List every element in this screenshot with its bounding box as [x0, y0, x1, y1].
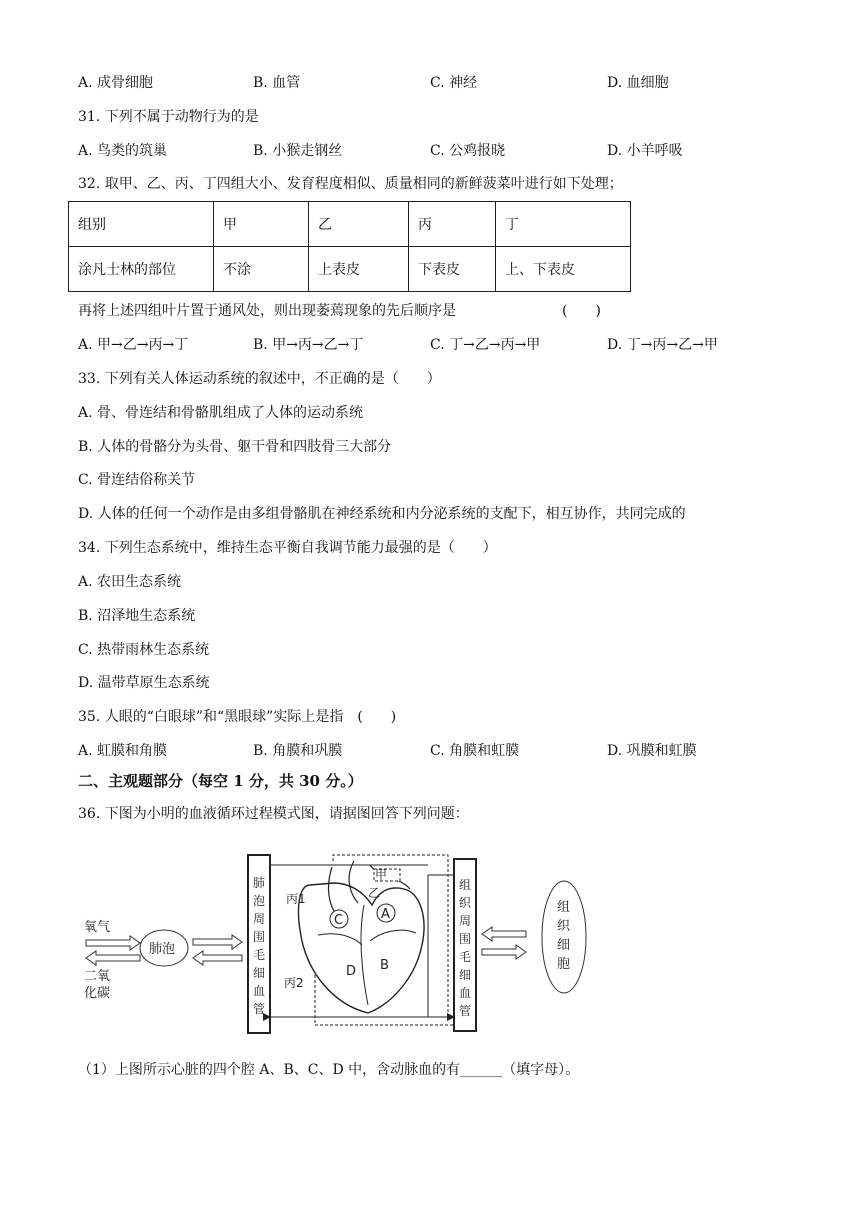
table-cell: 丙 — [409, 202, 496, 247]
table-cell: 涂凡士林的部位 — [69, 247, 214, 292]
table-row — [69, 202, 631, 247]
question-36-stem: 36. 下图为小明的血液循环过程模式图，请据图回答下列问题： — [78, 806, 469, 822]
q30-options — [78, 73, 778, 93]
label-bing1: 丙1 — [286, 892, 306, 906]
question-36-sub1: （1）上图所示心脏的四个腔 A、B、C、D 中，含动脉血的有______（填字母）。 — [78, 1062, 580, 1078]
tissue-cell — [542, 881, 586, 993]
question-35-stem: 35. 人眼的“白眼球”和“黑眼球”实际上是指 ( ) — [78, 709, 397, 725]
co2-label-line1: 二氧 — [84, 969, 111, 984]
label-char: 血 — [253, 984, 266, 998]
label-char: 泡 — [253, 894, 266, 908]
label-char: 周 — [459, 914, 472, 928]
option-a: A. 甲→乙→丙→丁 — [78, 337, 189, 353]
option-d: D. 温带草原生态系统 — [78, 675, 210, 691]
label-char: 毛 — [459, 950, 472, 964]
option-c: C. 公鸡报晓 — [430, 143, 506, 159]
heart — [298, 861, 424, 1013]
chamber-d: D — [346, 964, 357, 979]
question-34-stem: 34. 下列生态系统中，维持生态平衡自我调节能力最强的是（ ） — [78, 540, 497, 556]
option-a: A. 农田生态系统 — [78, 574, 182, 590]
question-33-stem: 33. 下列有关人体运动系统的叙述中，不正确的是（ ） — [78, 371, 441, 387]
label-char: 组 — [557, 900, 571, 915]
label-char: 周 — [253, 912, 266, 926]
option-d: D. 血细胞 — [607, 75, 669, 91]
label-char: 细 — [253, 966, 266, 980]
section-heading: 二、主观题部分（每空 1 分，共 30 分。） — [78, 772, 363, 790]
option-d: D. 人体的任何一个动作是由多组骨骼肌在神经系统和内分泌系统的支配下，相互协作，共同完成的 — [78, 506, 686, 522]
option-c: C. 骨连结俗称关节 — [78, 472, 196, 488]
label-char: 肺 — [253, 876, 266, 890]
label-char: 细 — [557, 938, 571, 953]
q32-options — [78, 335, 778, 355]
label-char: 织 — [557, 919, 571, 934]
table-cell: 下表皮 — [409, 247, 496, 292]
q31-options — [78, 141, 778, 161]
option-b: B. 甲→丙→乙→丁 — [253, 337, 364, 353]
question-31-stem: 31. 下列不属于动物行为的是 — [78, 109, 259, 125]
answer-paren: ( ) — [562, 303, 601, 319]
label-char: 围 — [459, 932, 472, 946]
label-char: 血 — [459, 986, 472, 1000]
option-d: D. 巩膜和虹膜 — [607, 743, 697, 759]
label-char: 组 — [459, 878, 472, 892]
label-char: 围 — [253, 930, 266, 944]
q35-options — [78, 741, 778, 761]
double-arrow — [482, 945, 526, 959]
q32-table — [68, 201, 631, 292]
co2-label-line2: 化碳 — [84, 986, 111, 1001]
double-arrow — [482, 927, 526, 941]
co2-arrow — [86, 951, 140, 965]
chamber-b: B — [380, 958, 389, 973]
label-char: 细 — [459, 968, 472, 982]
option-a: A. 骨、骨连结和骨骼肌组成了人体的运动系统 — [78, 405, 364, 421]
label-char: 毛 — [253, 948, 266, 962]
question-32-stem: 32. 取甲、乙、丙、丁四组大小、发育程度相似、质量相同的新鲜菠菜叶进行如下处理； — [78, 176, 623, 192]
option-d: D. 小羊呼吸 — [607, 143, 683, 159]
table-cell: 上、下表皮 — [496, 247, 631, 292]
option-c: C. 角膜和虹膜 — [430, 743, 520, 759]
double-arrow — [193, 951, 242, 965]
option-a: A. 虹膜和角膜 — [78, 743, 168, 759]
option-b: B. 人体的骨骼分为头骨、躯干骨和四肢骨三大部分 — [78, 439, 392, 455]
chamber-c: C — [334, 913, 344, 928]
oxygen-label: 氧气 — [84, 920, 111, 935]
option-c: C. 神经 — [430, 75, 478, 91]
table-cell: 不涂 — [214, 247, 309, 292]
label-yi: 乙 — [368, 886, 381, 900]
option-b: B. 小猴走钢丝 — [253, 143, 343, 159]
blood-circulation-diagram — [78, 845, 638, 1045]
label-char: 管 — [459, 1004, 472, 1018]
option-d: D. 丁→丙→乙→甲 — [607, 337, 718, 353]
chamber-a: A — [381, 907, 390, 922]
table-cell: 组别 — [69, 202, 214, 247]
option-a: A. 成骨细胞 — [78, 75, 154, 91]
option-b: B. 血管 — [253, 75, 301, 91]
table-cell: 乙 — [309, 202, 409, 247]
option-b: B. 角膜和巩膜 — [253, 743, 343, 759]
table-cell: 丁 — [496, 202, 631, 247]
option-b: B. 沼泽地生态系统 — [78, 608, 196, 624]
question-32-followup: 再将上述四组叶片置于通风处，则出现萎蔫现象的先后顺序是 — [78, 303, 456, 319]
double-arrow — [193, 935, 242, 949]
label-bing2: 丙2 — [284, 976, 304, 990]
oxygen-arrow — [86, 936, 140, 950]
option-a: A. 鸟类的筑巢 — [78, 143, 168, 159]
table-cell: 上表皮 — [309, 247, 409, 292]
option-c: C. 丁→乙→丙→甲 — [430, 337, 541, 353]
table-row — [69, 247, 631, 292]
label-char: 管 — [253, 1002, 266, 1016]
label-char: 胞 — [557, 957, 571, 972]
label-char: 织 — [459, 896, 472, 910]
label-jia: 甲 — [375, 868, 388, 882]
option-c: C. 热带雨林生态系统 — [78, 642, 210, 658]
table-cell: 甲 — [214, 202, 309, 247]
alveolus-label: 肺泡 — [149, 942, 176, 957]
